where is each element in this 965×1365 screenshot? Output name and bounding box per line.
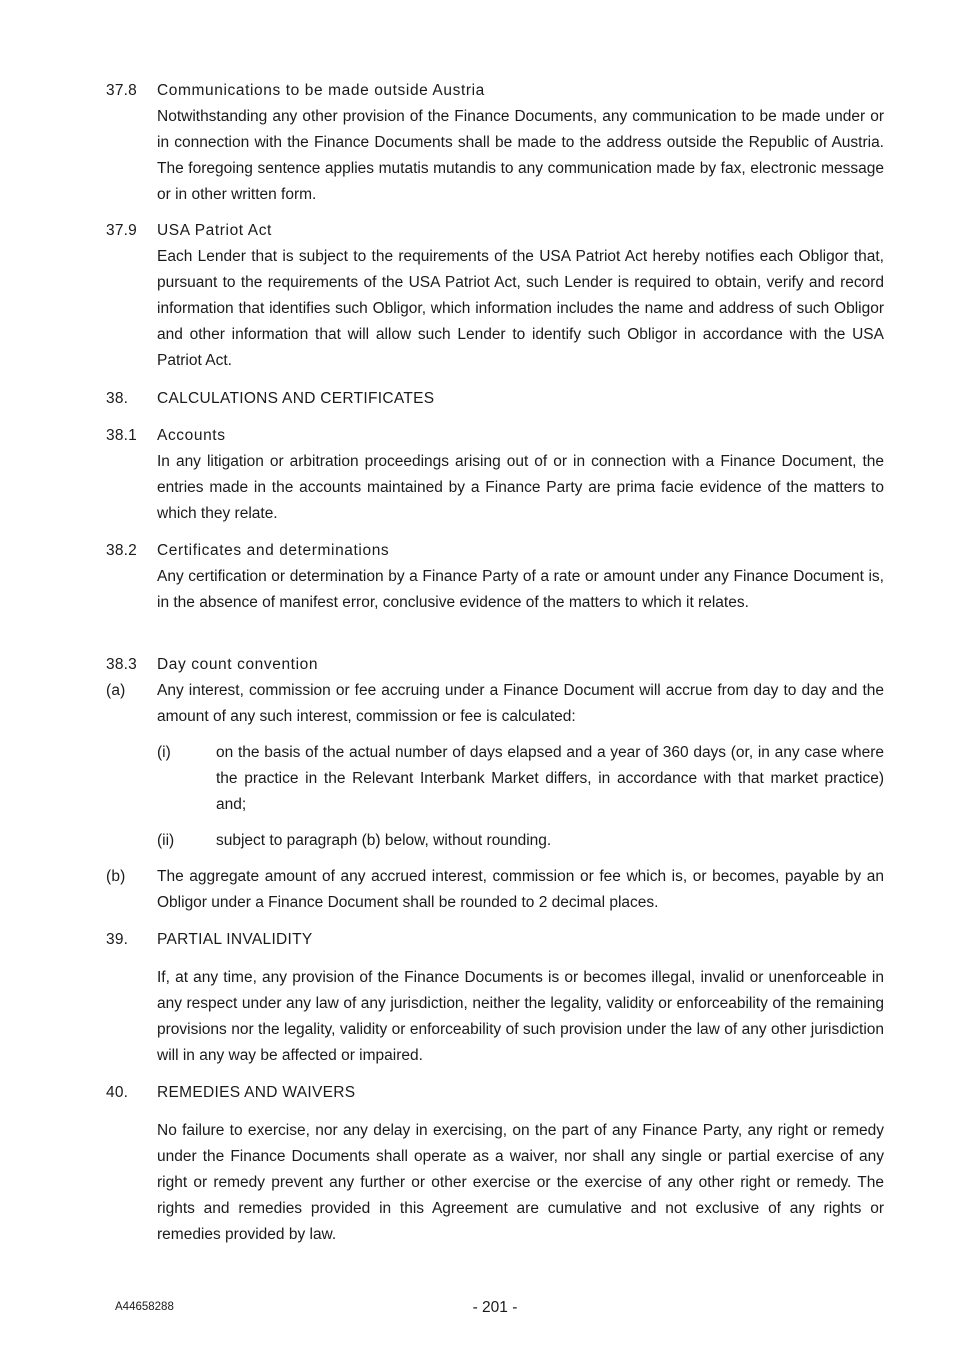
paragraph-text-a: Any interest, commission or fee accruing under a Finance Document will accrue from day to day and the amount of any such interest, commission or fee is calculated: [157, 682, 884, 725]
section-heading-39: PARTIAL INVALIDITY [157, 931, 313, 948]
clause-number-37-9: 37.9 [106, 222, 137, 239]
paragraph-label-a: (a) [106, 682, 126, 699]
section-number-39: 39. [106, 931, 129, 948]
clause-number-38-2: 38.2 [106, 542, 137, 559]
paragraph-text-b: The aggregate amount of any accrued interest, commission or fee which is, or becomes, payable by an Obligor under a Finance Document shall be rounded to 2 decimal places. [157, 868, 884, 911]
paragraph-label-b: (b) [106, 868, 126, 885]
clause-number-37-8: 37.8 [106, 82, 137, 99]
subparagraph-text-ii: subject to paragraph (b) below, without rounding. [216, 832, 552, 849]
subparagraph-label-i: (i) [157, 744, 171, 761]
clause-text-38-2: Any certification or determination by a Finance Party of a rate or amount under any Finance Document is, in the absence of manifest error, conclusive evidence of the matters to which it relates. [157, 568, 884, 611]
section-text-40: No failure to exercise, nor any delay in exercising, on the part of any Finance Party, any right or remedy under the Finance Documents shall operate as a waiver, nor shall any single or partial exercise of any right or remedy prevent any further or other exercise or the exercise of any other right or remedy. The rights and remedies provided in this Agreement are cumulative and not exclusive of any rights or remedies provided by law. [157, 1122, 884, 1243]
clause-heading-38-2: Certificates and determinations [157, 542, 390, 559]
section-number-38: 38. [106, 390, 129, 407]
subparagraph-label-ii: (ii) [157, 832, 175, 849]
section-number-40: 40. [106, 1084, 129, 1101]
clause-heading-37-8: Communications to be made outside Austria [157, 82, 485, 99]
section-heading-38: CALCULATIONS AND CERTIFICATES [157, 390, 435, 407]
clause-text-37-8: Notwithstanding any other provision of the Finance Documents, any communication to be made under or in connection with the Finance Documents shall be made to the address outside the Republic of Austria. The foregoing sentence applies mutatis mutandis to any communication made by fax, electronic message or in other written form. [157, 108, 884, 203]
clause-number-38-1: 38.1 [106, 427, 137, 444]
document-id: A44658288 [115, 1301, 174, 1313]
clause-number-38-3: 38.3 [106, 656, 137, 673]
page-number: - 201 - [472, 1299, 518, 1316]
clause-heading-38-1: Accounts [157, 427, 226, 444]
section-text-39: If, at any time, any provision of the Finance Documents is or becomes illegal, invalid or unenforceable in any respect under any law of any jurisdiction, neither the legality, validity or enforceability of the remaining provisions nor the legality, validity or enforceability of such provision under the law of any other jurisdiction will in any way be affected or impaired. [157, 969, 884, 1064]
section-heading-40: REMEDIES AND WAIVERS [157, 1084, 356, 1101]
clause-text-38-1: In any litigation or arbitration proceedings arising out of or in connection with a Finance Document, the entries made in the accounts maintained by a Finance Party are prima facie evidence of the matters to which they relate. [157, 453, 884, 522]
clause-heading-38-3: Day count convention [157, 656, 319, 673]
clause-heading-37-9: USA Patriot Act [157, 222, 272, 239]
subparagraph-text-i: on the basis of the actual number of days elapsed and a year of 360 days (or, in any case where the practice in the Relevant Interbank Market differs, in accordance with that market practice) and; [216, 744, 884, 813]
clause-text-37-9: Each Lender that is subject to the requirements of the USA Patriot Act hereby notifies each Obligor that, pursuant to the requirements of the USA Patriot Act, such Lender is required to obtain, verify and record information that identifies such Obligor, which information includes the name and address of such Obligor and other information that will allow such Lender to identify such Obligor in accordance with the USA Patriot Act. [157, 248, 884, 369]
